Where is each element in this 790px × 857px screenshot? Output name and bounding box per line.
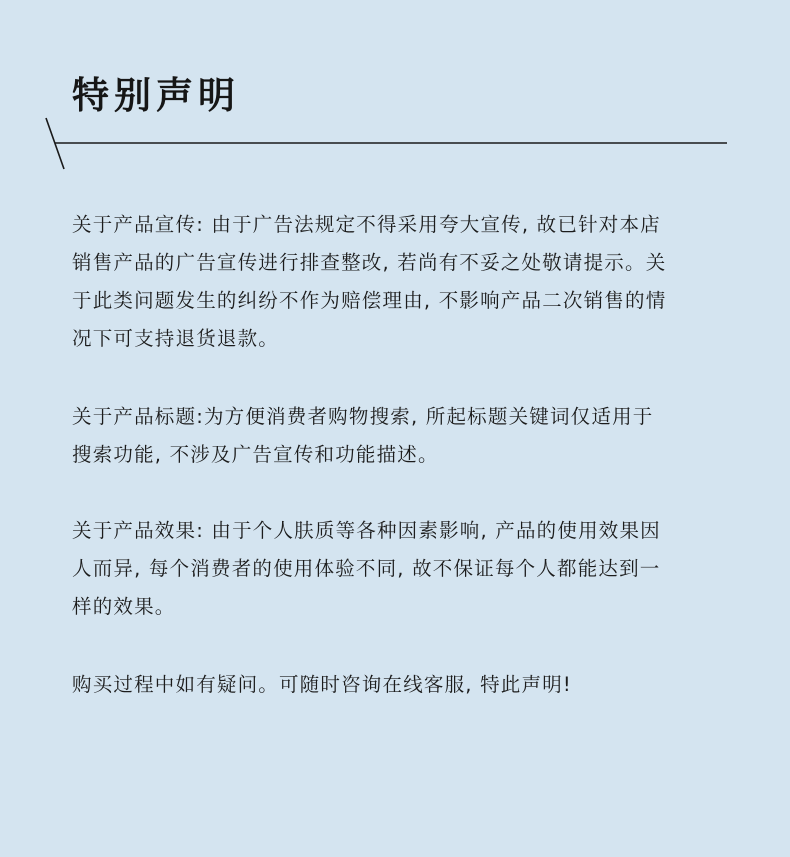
paragraph-closing-statement: [72, 666, 752, 704]
paragraph-product-title: [72, 398, 752, 474]
text-line: 购买过程中如有疑问。可随时咨询在线客服, 特此声明!: [72, 673, 572, 696]
text-line: 于此类问题发生的纠纷不作为赔偿理由, 不影响产品二次销售的情: [72, 289, 667, 312]
text-line: 搜索功能, 不涉及广告宣传和功能描述。: [72, 443, 439, 466]
paragraph-product-promotion: [72, 206, 752, 358]
paragraph-product-effect: [72, 512, 752, 626]
text-line: 销售产品的广告宣传进行排查整改, 若尚有不妥之处敬请提示。关: [72, 251, 667, 274]
text-line: 样的效果。: [72, 595, 176, 618]
text-line: 况下可支持退货退款。: [72, 327, 280, 350]
page-title: 特别声明: [72, 74, 240, 117]
text-line: 人而异, 每个消费者的使用体验不同, 故不保证每个人都能达到一: [72, 557, 661, 580]
divider-slash: [46, 118, 64, 169]
text-line: 关于产品效果: 由于个人肤质等各种因素影响, 产品的使用效果因: [72, 519, 661, 542]
text-line: 关于产品标题:为方便消费者购物搜索, 所起标题关键词仅适用于: [72, 405, 654, 428]
text-line: 关于产品宣传: 由于广告法规定不得采用夸大宣传, 故已针对本店: [72, 213, 661, 236]
